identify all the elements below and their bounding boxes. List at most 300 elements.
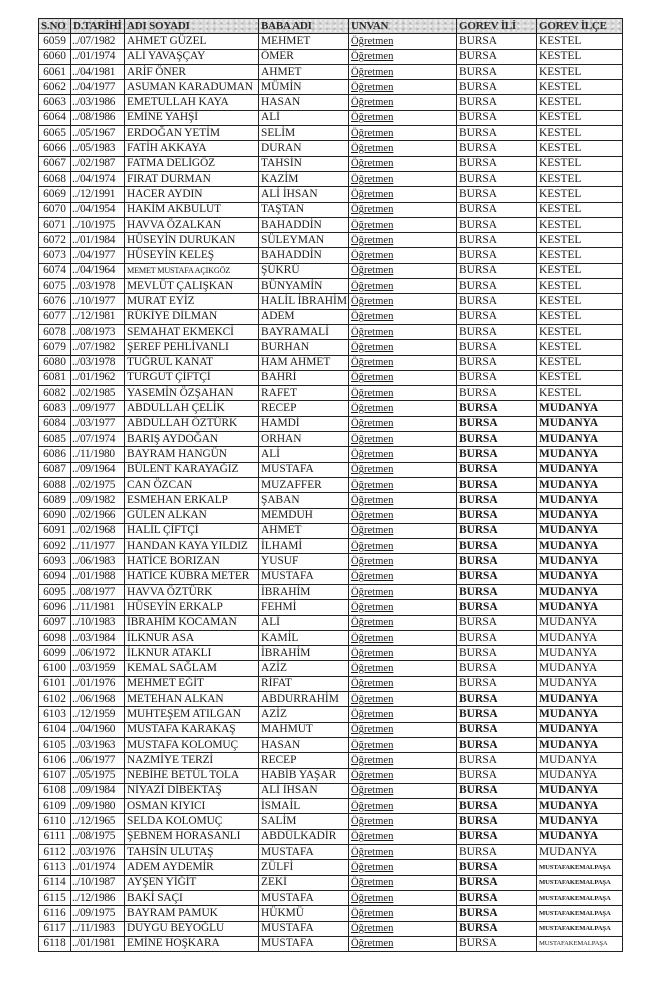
cell-duty-province: BURSA bbox=[457, 248, 537, 263]
cell-duty-district: MUSTAFAKEMALPAŞA bbox=[537, 890, 623, 905]
cell-father-name: DURAN bbox=[259, 141, 349, 156]
cell-title: Öğretmen bbox=[349, 401, 457, 416]
cell-full-name: FATMA DELİGÖZ bbox=[125, 156, 259, 171]
cell-sno: 6075 bbox=[39, 279, 71, 294]
table-row bbox=[39, 661, 623, 676]
cell-full-name: ESMEHAN ERKALP bbox=[125, 493, 259, 508]
cell-title: Öğretmen bbox=[349, 386, 457, 401]
cell-sno: 6080 bbox=[39, 355, 71, 370]
cell-birth-date: ../05/1967 bbox=[71, 126, 125, 141]
cell-title: Öğretmen bbox=[349, 126, 457, 141]
table-row bbox=[39, 171, 623, 186]
cell-father-name: SALİM bbox=[259, 814, 349, 829]
cell-duty-province: BURSA bbox=[457, 814, 537, 829]
table-row bbox=[39, 768, 623, 783]
cell-father-name: RECEP bbox=[259, 753, 349, 768]
cell-duty-district: MUSTAFAKEMALPAŞA bbox=[537, 921, 623, 936]
cell-duty-district: MUSTAFAKEMALPAŞA bbox=[537, 936, 623, 951]
cell-birth-date: ../03/1986 bbox=[71, 95, 125, 110]
cell-sno: 6090 bbox=[39, 508, 71, 523]
cell-full-name: HÜSEYİN KELEŞ bbox=[125, 248, 259, 263]
cell-father-name: RAFET bbox=[259, 386, 349, 401]
cell-duty-district: MUDANYA bbox=[537, 569, 623, 584]
cell-full-name: İBRAHİM KOCAMAN bbox=[125, 615, 259, 630]
cell-father-name: HASAN bbox=[259, 737, 349, 752]
table-row bbox=[39, 187, 623, 202]
table-row bbox=[39, 432, 623, 447]
cell-father-name: ADEM bbox=[259, 309, 349, 324]
table-row bbox=[39, 493, 623, 508]
cell-sno: 6098 bbox=[39, 630, 71, 645]
cell-title: Öğretmen bbox=[349, 906, 457, 921]
cell-sno: 6114 bbox=[39, 875, 71, 890]
cell-duty-district: KESTEL bbox=[537, 386, 623, 401]
cell-sno: 6091 bbox=[39, 523, 71, 538]
cell-duty-province: BURSA bbox=[457, 508, 537, 523]
cell-full-name: BAKİ SAÇI bbox=[125, 890, 259, 905]
cell-birth-date: ../12/1986 bbox=[71, 890, 125, 905]
cell-birth-date: ../01/1981 bbox=[71, 936, 125, 951]
table-row bbox=[39, 447, 623, 462]
cell-duty-district: MUDANYA bbox=[537, 493, 623, 508]
cell-birth-date: ../03/1959 bbox=[71, 661, 125, 676]
cell-full-name: İLKNUR ATAKLI bbox=[125, 646, 259, 661]
cell-title: Öğretmen bbox=[349, 217, 457, 232]
cell-sno: 6104 bbox=[39, 722, 71, 737]
cell-birth-date: ../04/1964 bbox=[71, 263, 125, 278]
cell-sno: 6063 bbox=[39, 95, 71, 110]
cell-birth-date: ../09/1964 bbox=[71, 462, 125, 477]
cell-birth-date: ../06/1983 bbox=[71, 554, 125, 569]
cell-sno: 6118 bbox=[39, 936, 71, 951]
table-row bbox=[39, 309, 623, 324]
cell-full-name: NAZMİYE TERZİ bbox=[125, 753, 259, 768]
cell-title: Öğretmen bbox=[349, 202, 457, 217]
cell-title: Öğretmen bbox=[349, 921, 457, 936]
cell-duty-district: MUDANYA bbox=[537, 676, 623, 691]
cell-duty-province: BURSA bbox=[457, 493, 537, 508]
table-row bbox=[39, 49, 623, 64]
cell-full-name: HÜSEYİN DURUKAN bbox=[125, 233, 259, 248]
cell-duty-province: BURSA bbox=[457, 386, 537, 401]
cell-full-name: FATİH AKKAYA bbox=[125, 141, 259, 156]
cell-birth-date: ../04/1974 bbox=[71, 171, 125, 186]
cell-birth-date: ../09/1982 bbox=[71, 493, 125, 508]
table-row bbox=[39, 233, 623, 248]
cell-title: Öğretmen bbox=[349, 156, 457, 171]
cell-father-name: TAŞTAN bbox=[259, 202, 349, 217]
cell-full-name: EMİNE YAHŞİ bbox=[125, 110, 259, 125]
cell-sno: 6113 bbox=[39, 860, 71, 875]
cell-duty-province: BURSA bbox=[457, 355, 537, 370]
cell-title: Öğretmen bbox=[349, 187, 457, 202]
cell-father-name: MUSTAFA bbox=[259, 890, 349, 905]
cell-birth-date: ../08/1977 bbox=[71, 584, 125, 599]
cell-full-name: SEMAHAT EKMEKCİ bbox=[125, 324, 259, 339]
cell-duty-province: BURSA bbox=[457, 845, 537, 860]
cell-birth-date: ../06/1972 bbox=[71, 646, 125, 661]
cell-duty-province: BURSA bbox=[457, 753, 537, 768]
cell-full-name: ABDULLAH ÖZTÜRK bbox=[125, 416, 259, 431]
cell-duty-province: BURSA bbox=[457, 447, 537, 462]
cell-birth-date: ../05/1983 bbox=[71, 141, 125, 156]
table-row bbox=[39, 906, 623, 921]
cell-duty-district: MUDANYA bbox=[537, 692, 623, 707]
cell-sno: 6088 bbox=[39, 477, 71, 492]
cell-sno: 6116 bbox=[39, 906, 71, 921]
table-row bbox=[39, 936, 623, 951]
cell-duty-province: BURSA bbox=[457, 171, 537, 186]
cell-title: Öğretmen bbox=[349, 600, 457, 615]
cell-duty-district: MUDANYA bbox=[537, 600, 623, 615]
cell-sno: 6074 bbox=[39, 263, 71, 278]
cell-birth-date: ../08/1973 bbox=[71, 324, 125, 339]
cell-birth-date: ../03/1978 bbox=[71, 355, 125, 370]
cell-full-name: METEHAN ALKAN bbox=[125, 692, 259, 707]
cell-duty-district: MUDANYA bbox=[537, 799, 623, 814]
cell-full-name: HAVVA ÖZTÜRK bbox=[125, 584, 259, 599]
cell-title: Öğretmen bbox=[349, 569, 457, 584]
cell-birth-date: ../02/1975 bbox=[71, 477, 125, 492]
cell-full-name: MUHTEŞEM ATILGAN bbox=[125, 707, 259, 722]
cell-duty-district: MUDANYA bbox=[537, 768, 623, 783]
cell-title: Öğretmen bbox=[349, 233, 457, 248]
cell-father-name: MUSTAFA bbox=[259, 569, 349, 584]
cell-father-name: HALİL İBRAHİM bbox=[259, 294, 349, 309]
cell-birth-date: ../04/1977 bbox=[71, 80, 125, 95]
cell-father-name: HABİB YAŞAR bbox=[259, 768, 349, 783]
cell-duty-district: KESTEL bbox=[537, 217, 623, 232]
cell-duty-district: KESTEL bbox=[537, 233, 623, 248]
cell-father-name: BAHRİ bbox=[259, 370, 349, 385]
table-row bbox=[39, 248, 623, 263]
cell-duty-province: BURSA bbox=[457, 141, 537, 156]
cell-full-name: ADEM AYDEMİR bbox=[125, 860, 259, 875]
cell-sno: 6077 bbox=[39, 309, 71, 324]
cell-full-name: HATİCE BORIZAN bbox=[125, 554, 259, 569]
cell-full-name: MEVLÜT ÇALIŞKAN bbox=[125, 279, 259, 294]
cell-duty-district: KESTEL bbox=[537, 279, 623, 294]
cell-full-name: ERDOĞAN YETİM bbox=[125, 126, 259, 141]
table-row bbox=[39, 890, 623, 905]
cell-father-name: ABDÜLKADİR bbox=[259, 829, 349, 844]
cell-father-name: MEMDUH bbox=[259, 508, 349, 523]
cell-father-name: MEHMET bbox=[259, 34, 349, 49]
cell-title: Öğretmen bbox=[349, 508, 457, 523]
cell-father-name: MUSTAFA bbox=[259, 845, 349, 860]
cell-duty-province: BURSA bbox=[457, 646, 537, 661]
cell-full-name: NİYAZİ DİBEKTAŞ bbox=[125, 783, 259, 798]
cell-title: Öğretmen bbox=[349, 768, 457, 783]
cell-birth-date: ../04/1960 bbox=[71, 722, 125, 737]
cell-title: Öğretmen bbox=[349, 554, 457, 569]
cell-birth-date: ../07/1982 bbox=[71, 340, 125, 355]
table-row bbox=[39, 95, 623, 110]
table-body bbox=[39, 34, 623, 952]
cell-title: Öğretmen bbox=[349, 462, 457, 477]
cell-duty-province: BURSA bbox=[457, 600, 537, 615]
cell-duty-district: KESTEL bbox=[537, 187, 623, 202]
cell-full-name: BAYRAM HANGÜN bbox=[125, 447, 259, 462]
cell-title: Öğretmen bbox=[349, 539, 457, 554]
cell-duty-district: KESTEL bbox=[537, 324, 623, 339]
cell-duty-district: KESTEL bbox=[537, 294, 623, 309]
cell-duty-province: BURSA bbox=[457, 523, 537, 538]
cell-birth-date: ../03/1963 bbox=[71, 737, 125, 752]
cell-title: Öğretmen bbox=[349, 936, 457, 951]
cell-title: Öğretmen bbox=[349, 890, 457, 905]
cell-sno: 6064 bbox=[39, 110, 71, 125]
cell-duty-province: BURSA bbox=[457, 432, 537, 447]
cell-title: Öğretmen bbox=[349, 248, 457, 263]
cell-full-name: TAHSİN ULUTAŞ bbox=[125, 845, 259, 860]
cell-title: Öğretmen bbox=[349, 860, 457, 875]
table-row bbox=[39, 676, 623, 691]
cell-birth-date: ../05/1975 bbox=[71, 768, 125, 783]
cell-birth-date: ../06/1977 bbox=[71, 753, 125, 768]
table-row bbox=[39, 569, 623, 584]
cell-duty-province: BURSA bbox=[457, 799, 537, 814]
cell-full-name: RÜKİYE DİLMAN bbox=[125, 309, 259, 324]
cell-duty-province: BURSA bbox=[457, 401, 537, 416]
cell-duty-district: KESTEL bbox=[537, 309, 623, 324]
cell-duty-district: MUDANYA bbox=[537, 707, 623, 722]
cell-duty-district: MUDANYA bbox=[537, 539, 623, 554]
cell-birth-date: ../09/1984 bbox=[71, 783, 125, 798]
table-row bbox=[39, 324, 623, 339]
cell-full-name: FIRAT DURMAN bbox=[125, 171, 259, 186]
cell-title: Öğretmen bbox=[349, 263, 457, 278]
cell-sno: 6071 bbox=[39, 217, 71, 232]
cell-duty-province: BURSA bbox=[457, 80, 537, 95]
cell-duty-district: MUDANYA bbox=[537, 477, 623, 492]
cell-birth-date: ../08/1986 bbox=[71, 110, 125, 125]
cell-full-name: MUSTAFA KOLOMUÇ bbox=[125, 737, 259, 752]
cell-title: Öğretmen bbox=[349, 783, 457, 798]
cell-full-name: BÜLENT KARAYAĞIZ bbox=[125, 462, 259, 477]
table-row bbox=[39, 110, 623, 125]
table-row bbox=[39, 523, 623, 538]
cell-title: Öğretmen bbox=[349, 80, 457, 95]
cell-birth-date: ../04/1981 bbox=[71, 64, 125, 79]
cell-birth-date: ../04/1977 bbox=[71, 248, 125, 263]
cell-full-name: BARIŞ AYDOĞAN bbox=[125, 432, 259, 447]
table-row bbox=[39, 263, 623, 278]
cell-birth-date: ../11/1977 bbox=[71, 539, 125, 554]
cell-duty-province: BURSA bbox=[457, 921, 537, 936]
cell-duty-province: BURSA bbox=[457, 340, 537, 355]
cell-birth-date: ../09/1977 bbox=[71, 401, 125, 416]
cell-birth-date: ../12/1991 bbox=[71, 187, 125, 202]
cell-father-name: ŞÜKRÜ bbox=[259, 263, 349, 278]
cell-duty-district: MUDANYA bbox=[537, 661, 623, 676]
cell-father-name: ABDURRAHİM bbox=[259, 692, 349, 707]
table-row bbox=[39, 646, 623, 661]
cell-title: Öğretmen bbox=[349, 661, 457, 676]
cell-sno: 6107 bbox=[39, 768, 71, 783]
cell-duty-district: MUDANYA bbox=[537, 401, 623, 416]
cell-duty-province: BURSA bbox=[457, 324, 537, 339]
cell-birth-date: ../09/1975 bbox=[71, 906, 125, 921]
cell-father-name: ALİ bbox=[259, 615, 349, 630]
cell-father-name: HAM AHMET bbox=[259, 355, 349, 370]
table-row bbox=[39, 875, 623, 890]
cell-father-name: ALİ bbox=[259, 110, 349, 125]
table-row bbox=[39, 722, 623, 737]
cell-father-name: BAYRAMALİ bbox=[259, 324, 349, 339]
cell-full-name: MURAT EYİZ bbox=[125, 294, 259, 309]
cell-sno: 6092 bbox=[39, 539, 71, 554]
cell-birth-date: ../07/1974 bbox=[71, 432, 125, 447]
table-row bbox=[39, 584, 623, 599]
cell-sno: 6083 bbox=[39, 401, 71, 416]
cell-sno: 6086 bbox=[39, 447, 71, 462]
cell-duty-district: MUDANYA bbox=[537, 646, 623, 661]
cell-birth-date: ../12/1981 bbox=[71, 309, 125, 324]
cell-full-name: EMETULLAH KAYA bbox=[125, 95, 259, 110]
cell-duty-district: MUDANYA bbox=[537, 462, 623, 477]
cell-duty-district: KESTEL bbox=[537, 156, 623, 171]
cell-full-name: MEHMET EĞİT bbox=[125, 676, 259, 691]
cell-duty-district: KESTEL bbox=[537, 355, 623, 370]
cell-father-name: RECEP bbox=[259, 401, 349, 416]
cell-duty-district: MUDANYA bbox=[537, 753, 623, 768]
cell-father-name: İSMAİL bbox=[259, 799, 349, 814]
table-row bbox=[39, 386, 623, 401]
cell-duty-district: MUDANYA bbox=[537, 814, 623, 829]
cell-father-name: MUSTAFA bbox=[259, 936, 349, 951]
cell-title: Öğretmen bbox=[349, 523, 457, 538]
cell-full-name: GÜLEN ALKAN bbox=[125, 508, 259, 523]
cell-full-name: CAN ÖZCAN bbox=[125, 477, 259, 492]
cell-birth-date: ../03/1976 bbox=[71, 845, 125, 860]
cell-duty-province: BURSA bbox=[457, 768, 537, 783]
cell-title: Öğretmen bbox=[349, 141, 457, 156]
cell-birth-date: ../04/1954 bbox=[71, 202, 125, 217]
table-row bbox=[39, 416, 623, 431]
cell-duty-district: MUDANYA bbox=[537, 584, 623, 599]
cell-duty-province: BURSA bbox=[457, 554, 537, 569]
cell-duty-province: BURSA bbox=[457, 233, 537, 248]
cell-duty-district: KESTEL bbox=[537, 370, 623, 385]
cell-birth-date: ../10/1975 bbox=[71, 217, 125, 232]
table-row bbox=[39, 294, 623, 309]
table-row bbox=[39, 126, 623, 141]
cell-father-name: AZİZ bbox=[259, 707, 349, 722]
header-birth-date: D.TARİHİ bbox=[71, 19, 125, 34]
cell-duty-province: BURSA bbox=[457, 34, 537, 49]
cell-duty-district: KESTEL bbox=[537, 263, 623, 278]
cell-sno: 6066 bbox=[39, 141, 71, 156]
table-row bbox=[39, 141, 623, 156]
cell-full-name: HALİL ÇİFTÇİ bbox=[125, 523, 259, 538]
cell-father-name: BAHADDİN bbox=[259, 248, 349, 263]
cell-duty-district: KESTEL bbox=[537, 171, 623, 186]
cell-title: Öğretmen bbox=[349, 324, 457, 339]
cell-sno: 6079 bbox=[39, 340, 71, 355]
cell-full-name: HATİCE KÜBRA METER bbox=[125, 569, 259, 584]
cell-duty-district: MUDANYA bbox=[537, 615, 623, 630]
cell-duty-district: MUDANYA bbox=[537, 416, 623, 431]
cell-full-name: MEMET MUSTAFA AÇIKGÖZ bbox=[125, 263, 259, 278]
cell-sno: 6070 bbox=[39, 202, 71, 217]
cell-duty-province: BURSA bbox=[457, 539, 537, 554]
cell-sno: 6060 bbox=[39, 49, 71, 64]
cell-duty-district: KESTEL bbox=[537, 126, 623, 141]
cell-duty-province: BURSA bbox=[457, 829, 537, 844]
cell-duty-province: BURSA bbox=[457, 110, 537, 125]
cell-sno: 6117 bbox=[39, 921, 71, 936]
cell-birth-date: ../10/1983 bbox=[71, 615, 125, 630]
table-row bbox=[39, 156, 623, 171]
cell-duty-district: MUDANYA bbox=[537, 845, 623, 860]
cell-duty-province: BURSA bbox=[457, 584, 537, 599]
cell-duty-district: KESTEL bbox=[537, 340, 623, 355]
cell-father-name: İBRAHİM bbox=[259, 646, 349, 661]
table-row bbox=[39, 737, 623, 752]
cell-sno: 6094 bbox=[39, 569, 71, 584]
cell-duty-province: BURSA bbox=[457, 156, 537, 171]
cell-father-name: MUSTAFA bbox=[259, 921, 349, 936]
cell-birth-date: ../07/1982 bbox=[71, 34, 125, 49]
cell-title: Öğretmen bbox=[349, 722, 457, 737]
cell-birth-date: ../02/1966 bbox=[71, 508, 125, 523]
cell-title: Öğretmen bbox=[349, 309, 457, 324]
cell-father-name: KAMİL bbox=[259, 630, 349, 645]
table-row bbox=[39, 707, 623, 722]
cell-title: Öğretmen bbox=[349, 340, 457, 355]
cell-sno: 6106 bbox=[39, 753, 71, 768]
cell-father-name: ŞABAN bbox=[259, 493, 349, 508]
cell-birth-date: ../11/1981 bbox=[71, 600, 125, 615]
table-row bbox=[39, 921, 623, 936]
cell-duty-province: BURSA bbox=[457, 630, 537, 645]
cell-duty-district: KESTEL bbox=[537, 202, 623, 217]
header-duty-district: GOREV İLÇE bbox=[537, 19, 623, 34]
cell-father-name: ALİ İHSAN bbox=[259, 187, 349, 202]
cell-full-name: KEMAL SAĞLAM bbox=[125, 661, 259, 676]
cell-sno: 6067 bbox=[39, 156, 71, 171]
header-sno: S.NO bbox=[39, 19, 71, 34]
cell-sno: 6096 bbox=[39, 600, 71, 615]
cell-birth-date: ../01/1976 bbox=[71, 676, 125, 691]
cell-sno: 6062 bbox=[39, 80, 71, 95]
cell-sno: 6081 bbox=[39, 370, 71, 385]
cell-father-name: İBRAHİM bbox=[259, 584, 349, 599]
cell-father-name: HÜKMÜ bbox=[259, 906, 349, 921]
cell-sno: 6059 bbox=[39, 34, 71, 49]
cell-full-name: DUYGU BEYOĞLU bbox=[125, 921, 259, 936]
cell-full-name: ARİF ÖNER bbox=[125, 64, 259, 79]
cell-father-name: HAMDİ bbox=[259, 416, 349, 431]
cell-sno: 6109 bbox=[39, 799, 71, 814]
cell-duty-province: BURSA bbox=[457, 370, 537, 385]
cell-duty-district: MUDANYA bbox=[537, 508, 623, 523]
table-row bbox=[39, 814, 623, 829]
cell-title: Öğretmen bbox=[349, 110, 457, 125]
cell-duty-district: KESTEL bbox=[537, 141, 623, 156]
cell-title: Öğretmen bbox=[349, 416, 457, 431]
cell-duty-province: BURSA bbox=[457, 95, 537, 110]
cell-title: Öğretmen bbox=[349, 875, 457, 890]
table-row bbox=[39, 829, 623, 844]
cell-duty-province: BURSA bbox=[457, 187, 537, 202]
cell-sno: 6078 bbox=[39, 324, 71, 339]
table-row bbox=[39, 370, 623, 385]
cell-duty-district: KESTEL bbox=[537, 248, 623, 263]
cell-sno: 6085 bbox=[39, 432, 71, 447]
cell-title: Öğretmen bbox=[349, 845, 457, 860]
